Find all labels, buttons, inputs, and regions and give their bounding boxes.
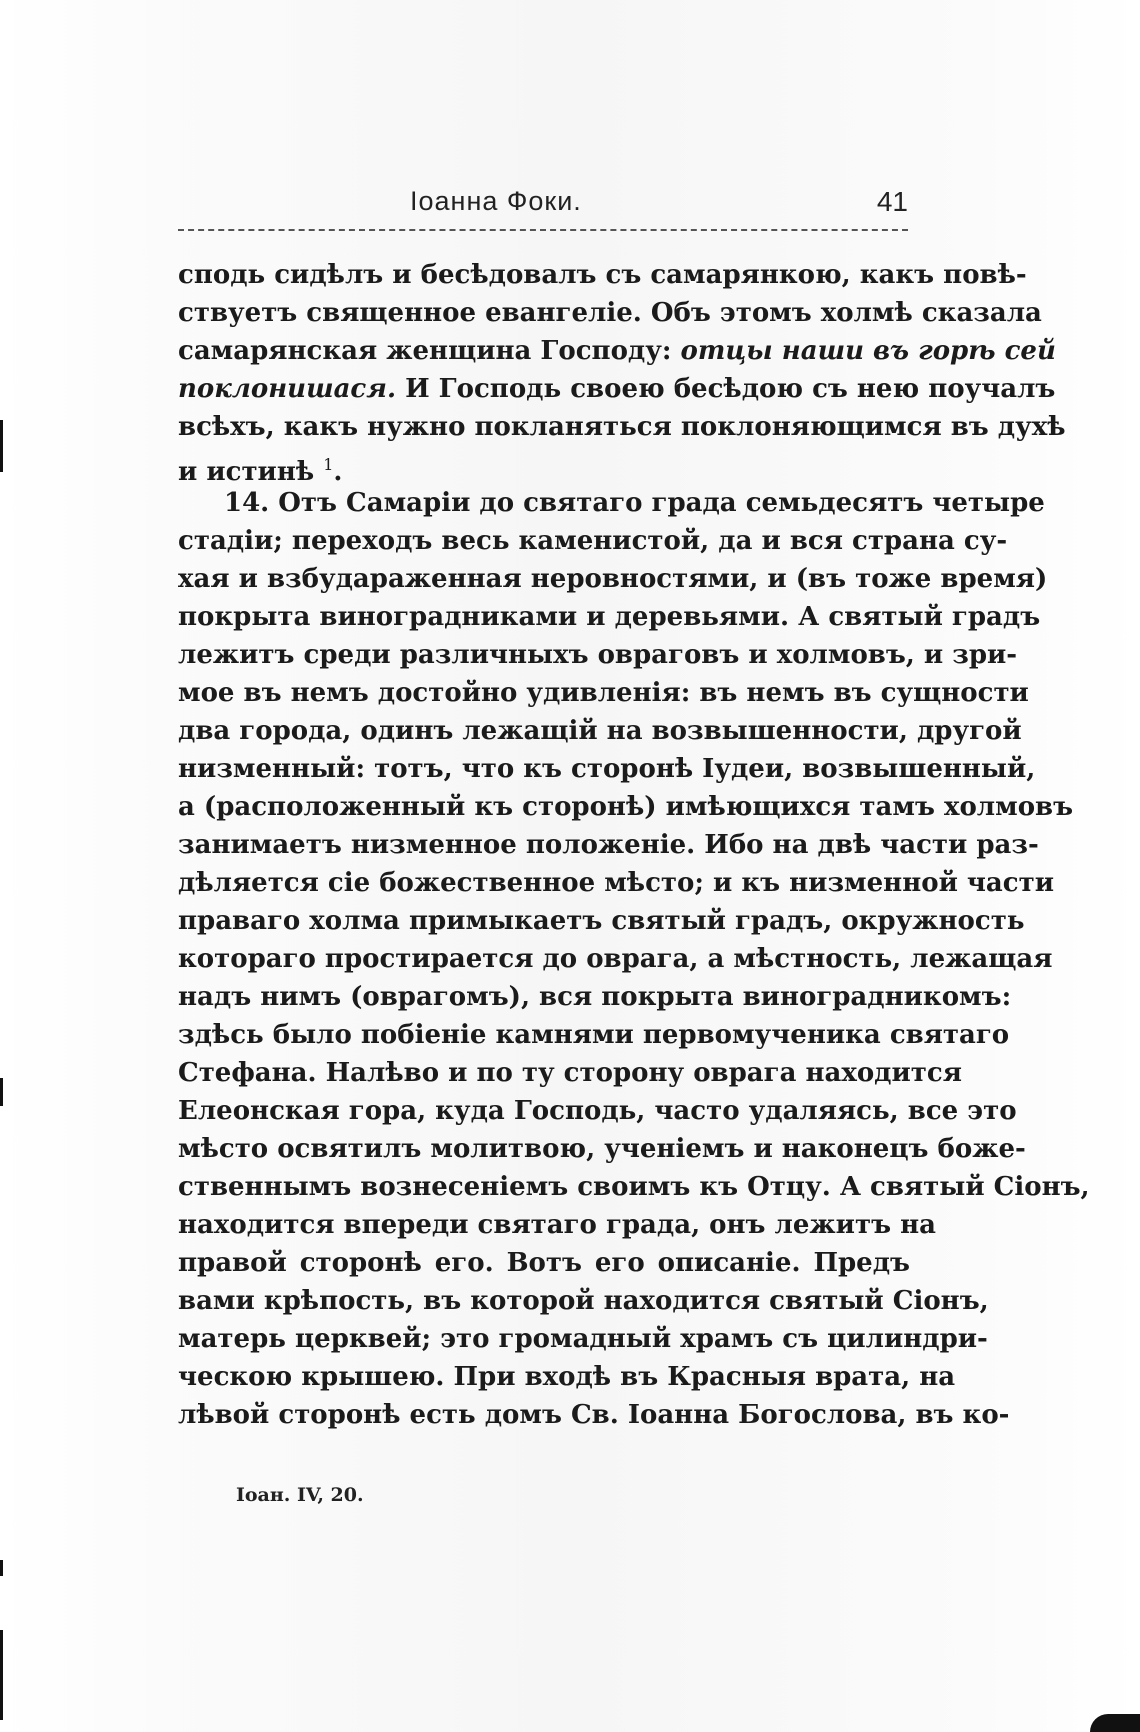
text-run: И Господь своею бесѣдою съ нею поучалъ [396,374,1056,404]
text-line [178,332,1056,370]
footnote: Іоан. IV, 20. [236,1484,364,1506]
text-line: правой сторонѣ его. Вотъ его описаніе. Предъ [178,1248,910,1278]
text-line: дѣляется сіе божественное мѣсто; и къ низменной части [178,868,1055,898]
body-text [178,256,1090,1434]
text-line: низменный: тотъ, что къ сторонѣ Іудеи, возвышенный, [178,754,1036,784]
page-header [178,186,908,228]
text-line: лѣвой сторонѣ есть домъ Св. Іоанна Богослова, въ ко- [178,1400,1010,1430]
scan-edge-mark-top [0,420,3,472]
text-line: ствуетъ священное евангеліе. Объ этомъ холмѣ сказала [178,298,1042,328]
text-run: самарянская женщина Господу: [178,336,681,366]
text-line: покрыта виноградниками и деревьями. А святый градъ [178,602,1041,632]
text-line: два города, одинъ лежащій на возвышенности, другой [178,716,1022,746]
running-title: Іоанна Фоки. [410,186,582,216]
text-line: мое въ немъ достойно удивленія: въ немъ въ сущности [178,678,1029,708]
text-line: праваго холма примыкаетъ святый градъ, окружность [178,906,1025,936]
scan-edge-mark-middle [0,1078,3,1106]
text-line: матерь церквей; это громадный храмъ съ цилиндри- [178,1324,988,1354]
header-rule [178,229,908,231]
footnote-reference: 1 [323,455,334,474]
text-line: занимаетъ низменное положеніе. Ибо на двѣ части раз- [178,830,1039,860]
paragraph-first-line: 14. Отъ Самаріи до святаго града семьдесятъ четыре [224,488,1045,518]
text-line: ческою крышею. При входѣ въ Красныя врата, на [178,1362,956,1392]
scan-edge-mark-lower [0,1560,3,1576]
page-number: 41 [876,186,908,217]
text-run: . [333,457,343,487]
text-line: сподь сидѣлъ и бесѣдовалъ съ самарянкою, какъ повѣ- [178,260,1027,290]
text-line: всѣхъ, какъ нужно покланяться поклоняющимся въ духѣ [178,412,1066,442]
text-line: стадіи; переходъ весь каменистой, да и вся страна су- [178,526,1008,556]
text-line: Стефана. Налѣво и по ту сторону оврага находится [178,1058,962,1088]
text-line: а (расположенный къ сторонѣ) имѣющихся тамъ холмовъ [178,792,1074,822]
text-line: Елеонская гора, куда Господь, часто удаляясь, все это [178,1096,1017,1126]
text-line: лежитъ среди различныхъ овраговъ и холмовъ, и зри- [178,640,1018,670]
text-line [178,446,910,487]
text-line: находится впереди святаго града, онъ лежитъ на [178,1210,936,1240]
text-line [178,370,1056,408]
text-run: и истинѣ [178,457,315,487]
scripture-quote: поклонишася. [178,374,397,404]
scan-edge-mark-bottom [0,1630,3,1720]
text-line: здѣсь было побіеніе камнями первомученика святаго [178,1020,1010,1050]
text-line: надъ нимъ (оврагомъ), вся покрыта виноградникомъ: [178,982,1012,1012]
text-line: ственнымъ вознесеніемъ своимъ къ Отцу. А святый Сіонъ, [178,1172,1090,1202]
text-line: мѣсто освятилъ молитвою, ученіемъ и наконецъ боже- [178,1134,1026,1164]
scan-edge-mark-corner [1090,1714,1140,1732]
text-line: котораго простирается до оврага, а мѣстность, лежащая [178,944,1053,974]
text-line: хая и взбудараженная неровностями, и (въ тоже время) [178,564,1048,594]
text-line: вами крѣпость, въ которой находится святый Сіонъ, [178,1286,989,1316]
scripture-quote: отцы наши въ горѣ сей [680,336,1056,366]
